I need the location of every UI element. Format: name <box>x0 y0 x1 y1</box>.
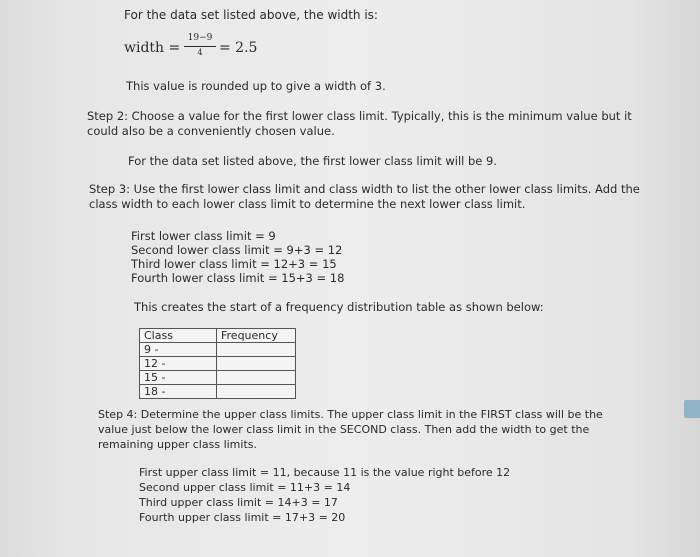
table-row <box>140 371 296 385</box>
frequency-cell <box>217 371 296 385</box>
lower-limit-3: Third lower class limit = 12+3 = 15 <box>131 257 337 271</box>
frequency-cell <box>217 385 296 399</box>
rounded-note: This value is rounded up to give a width of 3. <box>126 79 386 93</box>
upper-limit-4: Fourth upper class limit = 17+3 = 20 <box>139 511 346 524</box>
class-cell: 18 - <box>140 385 217 399</box>
width-numerator: 19−9 <box>187 33 213 43</box>
frequency-cell <box>217 343 296 357</box>
table-row <box>140 357 296 371</box>
step2-line1: Step 2: Choose a value for the first lower class limit. Typically, this is the minimum value but it <box>87 109 632 123</box>
table-header-row <box>140 329 296 343</box>
header-class: Class <box>140 329 217 343</box>
lower-limit-4: Fourth lower class limit = 15+3 = 18 <box>131 271 345 285</box>
edge-tab-icon <box>684 400 700 418</box>
fraction-bar <box>184 46 216 47</box>
width-denominator: 4 <box>197 48 203 57</box>
lower-limit-1: First lower class limit = 9 <box>131 229 276 243</box>
class-cell: 12 - <box>140 357 217 371</box>
table-intro: This creates the start of a frequency distribution table as shown below: <box>134 300 544 314</box>
table-row <box>140 343 296 357</box>
step3-line2: class width to each lower class limit to determine the next lower class limit. <box>89 197 526 211</box>
width-lhs: width = <box>124 40 181 56</box>
table-row <box>140 385 296 399</box>
step2-result: For the data set listed above, the first lower class limit will be 9. <box>128 154 497 168</box>
upper-limit-1: First upper class limit = 11, because 11 is the value right before 12 <box>139 466 511 479</box>
frequency-table <box>139 328 296 399</box>
width-rhs: = 2.5 <box>219 40 258 56</box>
step2-line2: could also be a conveniently chosen value. <box>87 124 335 138</box>
step4-line2: value just below the lower class limit in the SECOND class. Then add the width to get the <box>98 423 590 436</box>
class-cell: 9 - <box>140 343 217 357</box>
header-frequency: Frequency <box>217 329 296 343</box>
step4-line1: Step 4: Determine the upper class limits. The upper class limit in the FIRST class will be the <box>98 408 603 421</box>
step4-line3: remaining upper class limits. <box>98 438 257 451</box>
step3-line1: Step 3: Use the first lower class limit and class width to list the other lower class limits. Add the <box>89 182 640 196</box>
lower-limit-2: Second lower class limit = 9+3 = 12 <box>131 243 343 257</box>
class-cell: 15 - <box>140 371 217 385</box>
intro-text: For the data set listed above, the width is: <box>124 8 378 22</box>
frequency-cell <box>217 357 296 371</box>
upper-limit-3: Third upper class limit = 14+3 = 17 <box>139 496 338 509</box>
upper-limit-2: Second upper class limit = 11+3 = 14 <box>139 481 351 494</box>
